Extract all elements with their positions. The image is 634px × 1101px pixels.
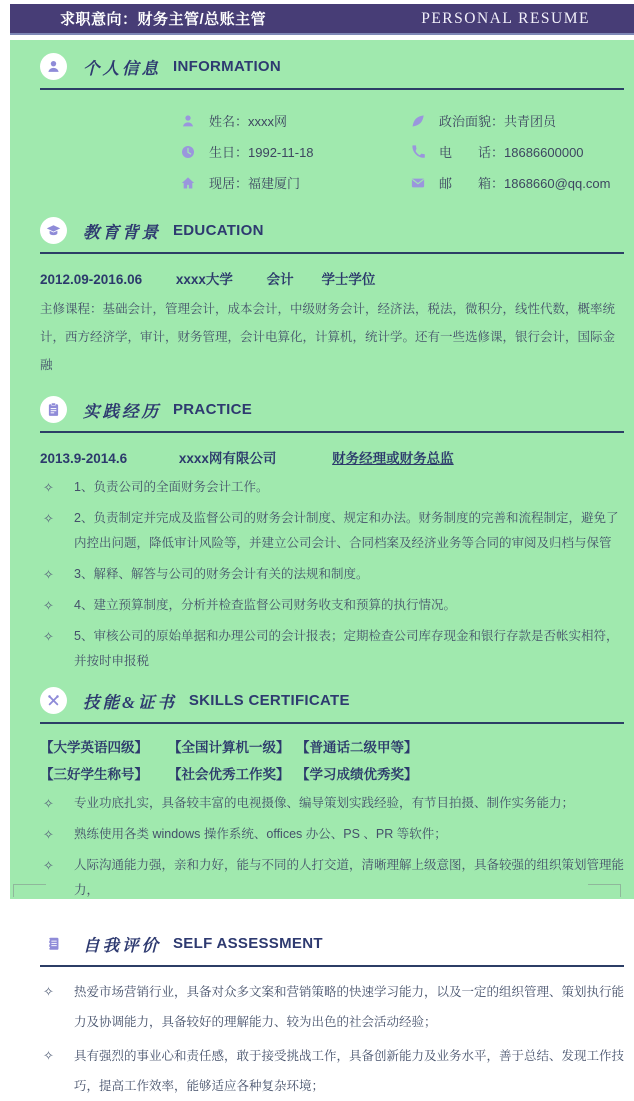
practice-bullet-list (40, 475, 624, 674)
diamond-bullet-icon: ✧ (43, 1048, 54, 1063)
certificate: 【大学英语四级】 (40, 740, 148, 755)
field-text: 现居：福建厦门 (209, 176, 301, 191)
list-item (40, 977, 624, 1037)
graduation-cap-icon (45, 222, 62, 239)
list-item (40, 822, 624, 847)
list-item (40, 791, 624, 816)
list-item (40, 506, 624, 556)
section-title-cn: 实践经历 (83, 401, 161, 421)
list-item (40, 475, 624, 500)
field-phone (410, 142, 624, 161)
certificate-grid (40, 736, 624, 783)
bullet-text: 2、负责制定并完成及监督公司的财务会计制度、规定和办法。财务制度的完善和流程制定，避免了内控出问题，降低审计风险等，并建立公司会计、合同档案及经济业务等合同的审阅及归档与保管 (74, 511, 619, 550)
certificate: 【普通话二级甲等】 (296, 740, 418, 755)
table-corner-mark-left (13, 884, 46, 897)
personal-info-grid (180, 111, 624, 192)
bullet-text: 专业功底扎实，具备较丰富的电视摄像、编导策划实践经验，有节目拍摄、制作实务能力； (74, 796, 575, 810)
section-divider (40, 965, 624, 967)
info-section-badge (40, 53, 67, 80)
bullet-text: 熟练使用各类 windows 操作系统、offices 办公、PS 、PR 等软件； (74, 827, 447, 841)
bullet-text: 3、解释、解答与公司的财务会计有关的法规和制度。 (74, 567, 369, 581)
skills-bullet-list (40, 791, 624, 903)
education-school: xxxx大学 (175, 272, 233, 287)
bullet-text: 人际沟通能力强，亲和力好，能与不同的人打交道，清晰理解上级意图，具备较强的组织策划管理能力， (74, 858, 625, 897)
job-intent-title: 求职意向：财务主管/总账主管 (60, 11, 267, 28)
list-item (40, 853, 624, 903)
phone-icon (410, 144, 426, 160)
certificate: 【三好学生称号】 (40, 767, 148, 782)
section-header-assessment (40, 930, 624, 957)
diamond-bullet-icon: ✧ (43, 480, 54, 495)
section-title-en: PRACTICE (173, 401, 253, 418)
diamond-bullet-icon: ✧ (43, 567, 54, 582)
field-text: 姓名：xxxx网 (209, 114, 288, 129)
practice-section-badge (40, 396, 67, 423)
crossed-tools-icon (45, 692, 62, 709)
certificate: 【学习成绩优秀奖】 (296, 767, 418, 782)
field-text: 邮 箱：1868660@qq.com (439, 176, 611, 191)
assessment-section-badge (40, 930, 67, 957)
section-header-practice (40, 396, 624, 423)
practice-period: 2013.9-2014.6 (40, 451, 128, 466)
section-title-en: SKILLS CERTIFICATE (188, 692, 350, 709)
field-text: 生日：1992-11-18 (209, 145, 314, 160)
field-residence (180, 173, 410, 192)
practice-role: 财务经理或财务总监 (332, 451, 454, 466)
section-title-cn: 自我评价 (83, 935, 161, 955)
certificate: 【社会优秀工作奖】 (168, 767, 290, 782)
section-title-cn: 教育背景 (83, 222, 161, 242)
education-section-badge (40, 217, 67, 244)
diamond-bullet-icon: ✧ (43, 598, 54, 613)
practice-company: xxxx网有限公司 (178, 451, 277, 466)
list-item (40, 624, 624, 674)
section-title-en: INFORMATION (173, 58, 282, 75)
diamond-bullet-icon: ✧ (43, 984, 54, 999)
list-item (40, 1041, 624, 1101)
section-header-skills (40, 687, 624, 714)
section-title-cn: 个人信息 (83, 58, 161, 78)
diamond-bullet-icon: ✧ (43, 858, 54, 873)
section-divider (40, 252, 624, 254)
clock-icon (180, 144, 196, 160)
bullet-text: 具有强烈的事业心和责任感，敢于接受挑战工作，具备创新能力及业务水平，善于总结、发现工作技巧，提高工作效率，能够适应各种复杂环境； (74, 1049, 625, 1093)
section-divider (40, 431, 624, 433)
home-icon (180, 175, 196, 191)
bullet-text: 1、负责公司的全面财务会计工作。 (74, 480, 269, 494)
skills-section-badge (40, 687, 67, 714)
list-item (40, 593, 624, 618)
field-birthday (180, 142, 410, 161)
practice-entry (40, 447, 624, 467)
personal-resume-label: PERSONAL RESUME (421, 9, 590, 27)
person-icon (45, 58, 62, 75)
field-name (180, 111, 410, 130)
field-email (410, 173, 624, 192)
diamond-bullet-icon: ✧ (43, 511, 54, 526)
list-item (40, 562, 624, 587)
title-bar (10, 4, 634, 35)
education-courses: 主修课程：基础会计，管理会计，成本会计，中级财务会计，经济法，税法，微积分，线性代数，概率统计，西方经济学，审计，财务管理，会计电算化，计算机，统计学。还有一些选修课，银行会计，国际金融 (40, 302, 616, 372)
resume-body (10, 40, 634, 1093)
education-degree: 学士学位 (321, 272, 376, 287)
education-entry (40, 268, 624, 288)
section-title-en: EDUCATION (173, 222, 264, 239)
section-divider (40, 88, 624, 90)
section-header-info (40, 40, 624, 80)
section-divider (40, 722, 624, 724)
diamond-bullet-icon: ✧ (43, 796, 54, 811)
certificate: 【全国计算机一级】 (168, 740, 290, 755)
bullet-text: 5、审核公司的原始单据和办理公司的会计报表；定期检查公司库存现金和银行存款是否帐实相符，并按时申报税 (74, 629, 619, 668)
bullet-text: 4、建立预算制度，分析并检查监督公司财务收支和预算的执行情况。 (74, 598, 456, 612)
education-period: 2012.09-2016.06 (40, 272, 143, 287)
section-header-education (40, 217, 624, 244)
assessment-bullet-list (40, 977, 624, 1101)
diamond-bullet-icon: ✧ (43, 827, 54, 842)
notebook-icon (45, 935, 62, 952)
section-title-en: SELF ASSESSMENT (173, 935, 323, 952)
education-major: 会计 (266, 272, 294, 287)
section-title-cn: 技能&证书 (83, 692, 177, 712)
field-text: 政治面貌：共青团员 (439, 114, 557, 129)
clipboard-icon (45, 401, 62, 418)
diamond-bullet-icon: ✧ (43, 629, 54, 644)
user-icon (180, 113, 196, 129)
field-political-status (410, 111, 624, 130)
table-corner-mark-right (588, 884, 621, 897)
mail-icon (410, 175, 426, 191)
bullet-text: 热爱市场营销行业，具备对众多文案和营销策略的快速学习能力，以及一定的组织管理、策划执行能力及协调能力，具备较好的理解能力、较为出色的社会活动经验； (74, 985, 625, 1029)
leaf-icon (410, 113, 426, 129)
field-text: 电 话：18686600000 (439, 145, 584, 160)
